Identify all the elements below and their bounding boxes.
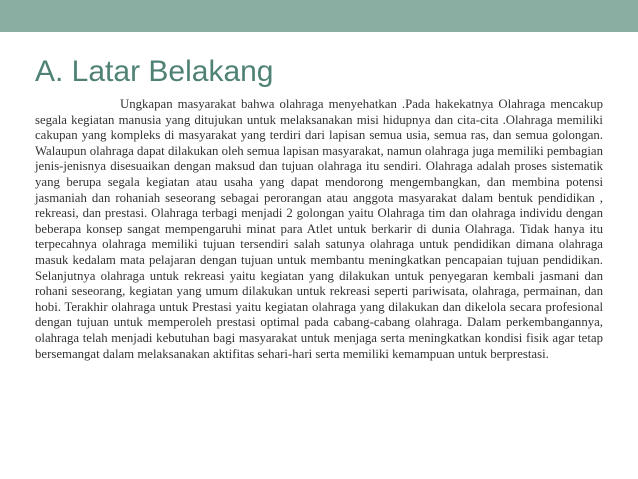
top-accent-bar <box>0 0 638 32</box>
slide-title: A. Latar Belakang <box>35 55 274 88</box>
body-paragraph: Ungkapan masyarakat bahwa olahraga menyehatkan .Pada hakekatnya Olahraga mencakup segala kegiatan manusia yang ditujukan untuk melaksanakan misi hidupnya dan cita-cita .Olahraga memiliki cakupan yang kompleks di masyarakat yang terdiri dari lapisan semua usia, semua ras, dan semua golongan. Walaupun olahraga dapat dilakukan oleh semua lapisan masyarakat, namun olahraga juga memiliki pembagian jenis-jenisnya disesuaikan dengan maksud dan tujuan olahraga itu sendiri. Olahraga adalah proses sistematik yang berupa segala kegiatan atau usaha yang dapat mendorong mengembangkan, dan membina potensi jasmaniah dan rohaniah seseorang sebagai perorangan atau anggota masyarakat dalam bentuk pendidikan , rekreasi, dan prestasi. Olahraga terbagi menjadi 2 golongan yaitu Olahraga tim dan olahraga individu dengan beberapa konsep sangat mempengaruhi minat para Atlet untuk berkarir di dunia Olahraga. Tidak hanya itu terpecahnya olahraga memiliki tujuan tersendiri salah satunya olahraga untuk pendidikan dimana olahraga masuk kedalam mata pelajaran dengan tujuan untuk membantu meningkatkan pencapaian tujuan pendidikan. Selanjutnya olahraga untuk rekreasi yaitu kegiatan yang dilakukan untuk penyegaran kembali jasmani dan rohani seseorang, kegiatan yang umum dilakukan untuk rekreasi seperti pariwisata, olahraga, permainan, dan hobi. Terakhir olahraga untuk Prestasi yaitu kegiatan olahraga yang dilakukan dan dikelola secara profesional dengan tujuan untuk memperoleh prestasi optimal pada cabang-cabang olahraga. Dalam perkembangannya, olahraga telah menjadi kebutuhan bagi masyarakat untuk menjaga serta meningkatkan kondisi fisik agar tetap bersemangat dalam melaksanakan aktifitas sehari-hari serta memiliki kemampuan untuk berprestasi. <box>35 97 603 361</box>
